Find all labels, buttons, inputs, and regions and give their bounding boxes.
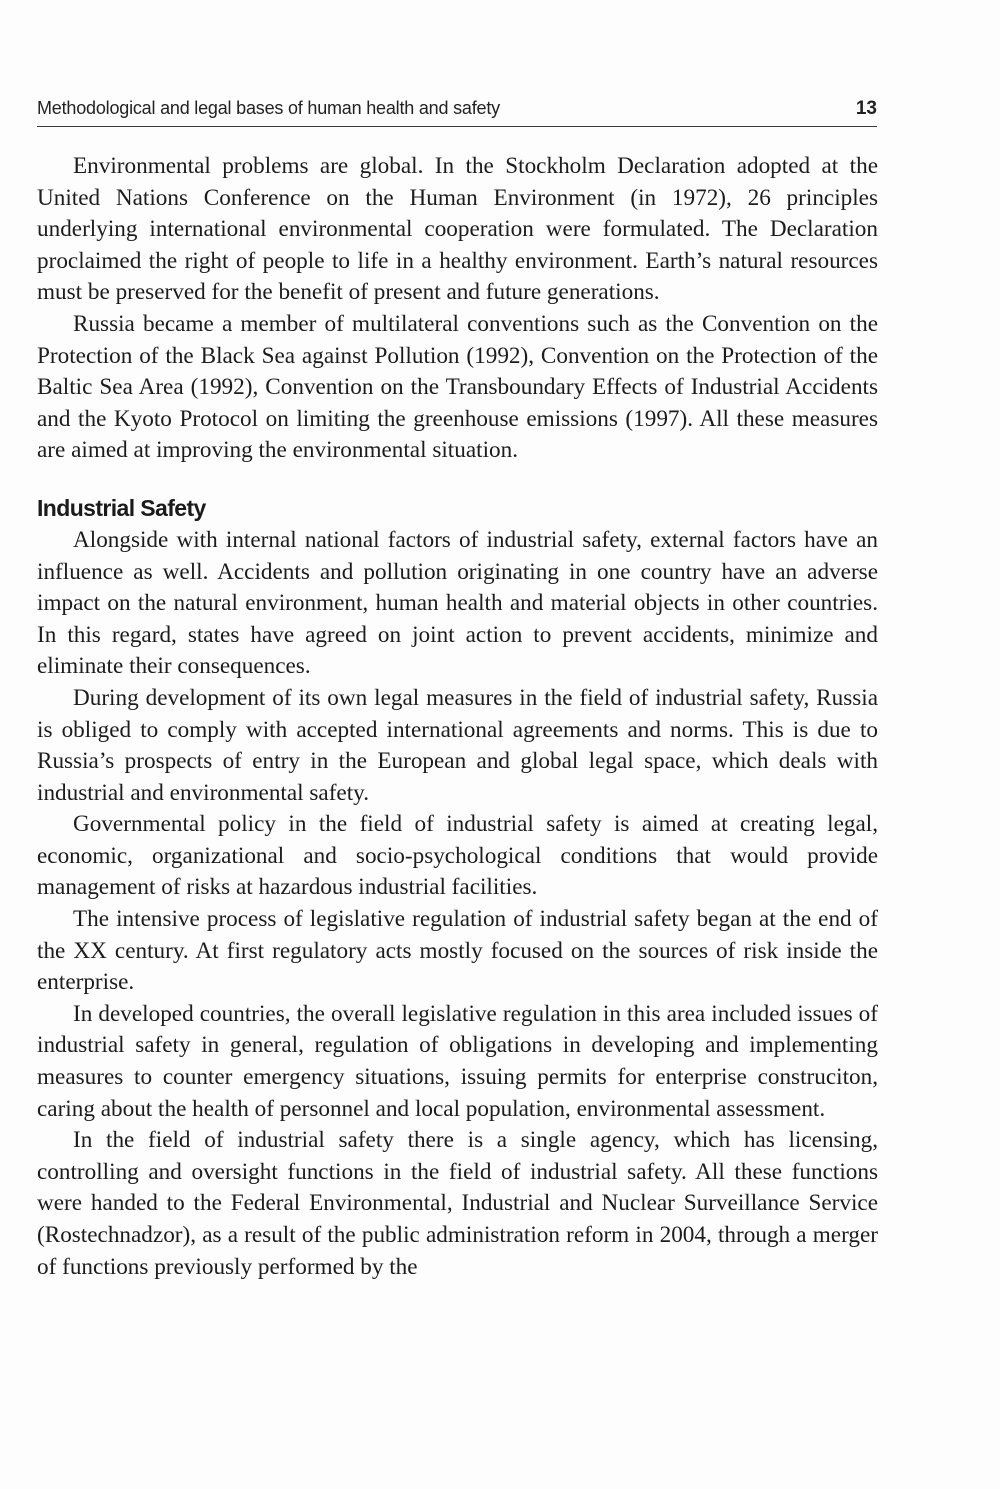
page-number: 13 [855,98,877,119]
paragraph-governmental-policy: Governmental policy in the field of industrial safety is aimed at creating legal, economic, organizational and socio-psychological conditions that would provide management of risks at hazardous industrial facilities. [37,811,878,901]
running-header [37,98,877,127]
running-title: Methodological and legal bases of human health and safety [37,98,500,118]
body-text [37,151,878,1283]
paragraph-russia-conventions: Russia became a member of multilateral conventions such as the Convention on the Protection of the Black Sea against Pollution (1992), Convention on the Protection of the Baltic Sea Area (1992), Convention on the Transboundary Effects of Industrial Accidents and the Kyoto Protocol on limiting the greenhouse emissions (1997). All these measures are aimed at improving the environmental situation. [37,310,878,464]
paragraph-legal-measures: During development of its own legal measures in the field of industrial safety, Russia is obliged to comply with accepted international agreements and norms. This is due to Russia’s prospects of entry in the European and global legal space, which deals with industrial and environmental safety. [37,684,878,806]
paragraph-external-factors: Alongside with internal national factors of industrial safety, external factors have an influence as well. Accidents and pollution originating in one country have an adverse impact on the natural environment, human health and material objects in other countries. In this regard, states have agreed on joint action to prevent accidents, minimize and eliminate their consequences. [37,526,878,680]
section-heading: Industrial Safety [37,494,206,521]
paragraph-legislative-regulation: The intensive process of legislative regulation of industrial safety began at the end of the XX century. At first regulatory acts mostly focused on the sources of risk inside the enterprise. [37,906,878,996]
paragraph-single-agency: In the field of industrial safety there is a single agency, which has licensing, controlling and oversight functions in the field of industrial safety. All these functions were handed to the Federal Environmental, Industrial and Nuclear Surveillance Service (Rostechnadzor), as a result of the public administration reform in 2004, through a merger of functions previously performed by the [37,1127,878,1280]
paragraph-developed-countries: In developed countries, the overall legislative regulation in this area included issues of industrial safety in general, regulation of obligations in developing and implementing measures to counter emergency situations, issuing permits for enterprise construciton, caring about the health of personnel and local population, environmental assessment. [37,1000,878,1122]
paragraph-environmental-problems: Environmental problems are global. In the Stockholm Declaration adopted at the United Nations Conference on the Human Environment (in 1972), 26 principles underlying international environmental cooperation were formulated. The Declaration proclaimed the right of people to life in a healthy environment. Earth’s natural resources must be preserved for the benefit of present and future generations. [37,153,878,306]
